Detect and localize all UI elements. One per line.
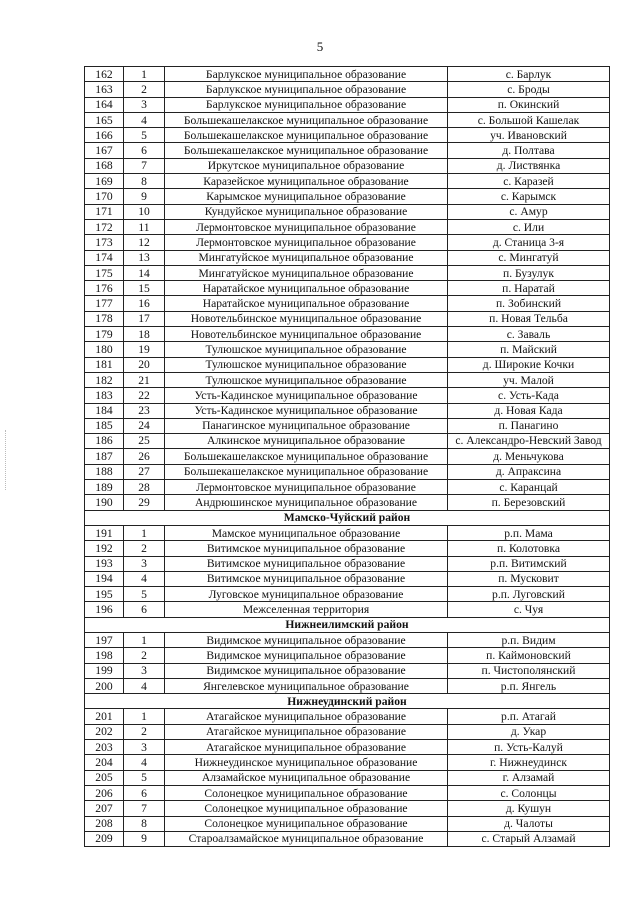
table-row: [85, 143, 610, 158]
row-number: 180: [85, 342, 124, 357]
row-number: 208: [85, 816, 124, 831]
settlement-name: п. Новая Тельба: [448, 311, 610, 326]
municipality-name: Барлукское муниципальное образование: [165, 67, 448, 82]
table-row: [85, 801, 610, 816]
settlement-name: с. Мингатуй: [448, 250, 610, 265]
row-number: 179: [85, 327, 124, 342]
row-sub-number: 1: [124, 709, 165, 724]
row-sub-number: 27: [124, 464, 165, 479]
row-sub-number: 25: [124, 434, 165, 449]
table-row: [85, 235, 610, 250]
row-sub-number: 4: [124, 571, 165, 586]
table-row: [85, 831, 610, 846]
row-number: 162: [85, 67, 124, 82]
row-number: 172: [85, 219, 124, 234]
table-row: [85, 632, 610, 647]
row-number: 187: [85, 449, 124, 464]
table-row: [85, 174, 610, 189]
table-row: [85, 449, 610, 464]
row-number: 175: [85, 265, 124, 280]
settlement-name: с. Большой Кашелак: [448, 112, 610, 127]
row-sub-number: 29: [124, 495, 165, 510]
table-row: [85, 525, 610, 540]
settlement-name: д. Новая Када: [448, 403, 610, 418]
row-sub-number: 15: [124, 281, 165, 296]
row-sub-number: 3: [124, 97, 165, 112]
row-number: 186: [85, 434, 124, 449]
row-number: 197: [85, 632, 124, 647]
row-number: 164: [85, 97, 124, 112]
row-number: 207: [85, 801, 124, 816]
row-number: 185: [85, 418, 124, 433]
row-number: 177: [85, 296, 124, 311]
row-number: 166: [85, 128, 124, 143]
district-title: Мамско-Чуйский район: [85, 510, 610, 525]
table-row: [85, 556, 610, 571]
table-row: [85, 755, 610, 770]
settlement-name: д. Кушун: [448, 801, 610, 816]
table-row: [85, 372, 610, 387]
municipality-name: Лермонтовское муниципальное образование: [165, 219, 448, 234]
table-row: [85, 602, 610, 617]
settlement-name: д. Укар: [448, 724, 610, 739]
municipality-name: Новотельбинское муниципальное образование: [165, 327, 448, 342]
settlement-name: п. Панагино: [448, 418, 610, 433]
row-number: 188: [85, 464, 124, 479]
settlement-name: д. Чалоты: [448, 816, 610, 831]
row-number: 191: [85, 525, 124, 540]
row-sub-number: 4: [124, 755, 165, 770]
row-sub-number: 9: [124, 831, 165, 846]
settlement-name: д. Станица 3-я: [448, 235, 610, 250]
row-sub-number: 16: [124, 296, 165, 311]
table-row: [85, 342, 610, 357]
row-number: 196: [85, 602, 124, 617]
municipality-name: Атагайское муниципальное образование: [165, 724, 448, 739]
row-number: 176: [85, 281, 124, 296]
settlement-name: с. Или: [448, 219, 610, 234]
table-row: [85, 648, 610, 663]
table-row: [85, 97, 610, 112]
row-number: 181: [85, 357, 124, 372]
row-sub-number: 6: [124, 143, 165, 158]
row-number: 209: [85, 831, 124, 846]
row-sub-number: 21: [124, 372, 165, 387]
row-number: 202: [85, 724, 124, 739]
municipality-name: Наратайское муниципальное образование: [165, 296, 448, 311]
table-row: [85, 724, 610, 739]
row-number: 201: [85, 709, 124, 724]
municipality-name: Видимское муниципальное образование: [165, 663, 448, 678]
row-number: 183: [85, 388, 124, 403]
settlement-name: п. Усть-Калуй: [448, 740, 610, 755]
row-sub-number: 5: [124, 587, 165, 602]
row-sub-number: 13: [124, 250, 165, 265]
municipality-name: Витимское муниципальное образование: [165, 571, 448, 586]
row-number: 174: [85, 250, 124, 265]
municipality-name: Каразейское муниципальное образование: [165, 174, 448, 189]
row-sub-number: 20: [124, 357, 165, 372]
table-row: [85, 770, 610, 785]
settlement-name: п. Зобинский: [448, 296, 610, 311]
row-number: 199: [85, 663, 124, 678]
row-number: 171: [85, 204, 124, 219]
municipality-name: Тулюшское муниципальное образование: [165, 342, 448, 357]
row-number: 206: [85, 785, 124, 800]
row-number: 198: [85, 648, 124, 663]
table-row: [85, 281, 610, 296]
row-sub-number: 6: [124, 785, 165, 800]
settlement-name: р.п. Мама: [448, 525, 610, 540]
settlement-name: д. Широкие Кочки: [448, 357, 610, 372]
row-number: 168: [85, 158, 124, 173]
municipality-name: Большекашелакское муниципальное образование: [165, 464, 448, 479]
table-row: [85, 785, 610, 800]
registry-body: [85, 67, 610, 847]
table-row: [85, 327, 610, 342]
row-number: 170: [85, 189, 124, 204]
row-sub-number: 7: [124, 801, 165, 816]
row-sub-number: 1: [124, 632, 165, 647]
row-sub-number: 3: [124, 663, 165, 678]
district-title: Нижнеилимский район: [85, 617, 610, 632]
municipality-name: Солонецкое муниципальное образование: [165, 801, 448, 816]
municipality-name: Андрюшинское муниципальное образование: [165, 495, 448, 510]
municipality-name: Новотельбинское муниципальное образование: [165, 311, 448, 326]
municipality-name: Большекашелакское муниципальное образование: [165, 128, 448, 143]
row-number: 204: [85, 755, 124, 770]
table-row: [85, 571, 610, 586]
settlement-name: с. Заваль: [448, 327, 610, 342]
settlement-name: с. Каранцай: [448, 480, 610, 495]
table-row: [85, 418, 610, 433]
municipality-name: Витимское муниципальное образование: [165, 541, 448, 556]
settlement-name: уч. Ивановский: [448, 128, 610, 143]
row-sub-number: 12: [124, 235, 165, 250]
municipality-name: Атагайское муниципальное образование: [165, 740, 448, 755]
row-sub-number: 2: [124, 541, 165, 556]
row-sub-number: 2: [124, 648, 165, 663]
table-row: [85, 265, 610, 280]
row-sub-number: 18: [124, 327, 165, 342]
table-row: [85, 678, 610, 693]
settlement-name: с. Александро-Невский Завод: [448, 434, 610, 449]
settlement-name: р.п. Атагай: [448, 709, 610, 724]
row-sub-number: 11: [124, 219, 165, 234]
table-row: [85, 587, 610, 602]
table-row: [85, 709, 610, 724]
settlement-name: р.п. Витимский: [448, 556, 610, 571]
settlement-name: с. Броды: [448, 82, 610, 97]
row-sub-number: 19: [124, 342, 165, 357]
row-sub-number: 5: [124, 128, 165, 143]
municipality-name: Усть-Кадинское муниципальное образование: [165, 388, 448, 403]
district-section-row: [85, 694, 610, 709]
settlement-name: п. Чистополянский: [448, 663, 610, 678]
row-sub-number: 4: [124, 112, 165, 127]
settlement-name: п. Каймоновский: [448, 648, 610, 663]
settlement-name: р.п. Видим: [448, 632, 610, 647]
row-sub-number: 22: [124, 388, 165, 403]
municipality-name: Мамское муниципальное образование: [165, 525, 448, 540]
row-sub-number: 17: [124, 311, 165, 326]
row-sub-number: 3: [124, 740, 165, 755]
municipality-name: Тулюшское муниципальное образование: [165, 372, 448, 387]
table-row: [85, 740, 610, 755]
municipality-name: Видимское муниципальное образование: [165, 648, 448, 663]
margin-mark: [5, 430, 8, 490]
table-row: [85, 67, 610, 82]
municipality-name: Видимское муниципальное образование: [165, 632, 448, 647]
row-number: 205: [85, 770, 124, 785]
settlement-name: г. Алзамай: [448, 770, 610, 785]
row-sub-number: 6: [124, 602, 165, 617]
row-number: 182: [85, 372, 124, 387]
settlement-name: уч. Малой: [448, 372, 610, 387]
district-section-row: [85, 510, 610, 525]
table-row: [85, 541, 610, 556]
municipality-name: Солонецкое муниципальное образование: [165, 785, 448, 800]
table-row: [85, 296, 610, 311]
row-sub-number: 8: [124, 816, 165, 831]
row-sub-number: 8: [124, 174, 165, 189]
row-sub-number: 2: [124, 82, 165, 97]
municipality-name: Староалзамайское муниципальное образование: [165, 831, 448, 846]
municipality-name: Большекашелакское муниципальное образование: [165, 449, 448, 464]
table-row: [85, 816, 610, 831]
table-row: [85, 357, 610, 372]
settlement-name: с. Старый Алзамай: [448, 831, 610, 846]
municipality-name: Солонецкое муниципальное образование: [165, 816, 448, 831]
row-number: 165: [85, 112, 124, 127]
row-number: 203: [85, 740, 124, 755]
table-row: [85, 495, 610, 510]
settlement-name: с. Карымск: [448, 189, 610, 204]
municipality-name: Панагинское муниципальное образование: [165, 418, 448, 433]
municipality-name: Нижнеудинское муниципальное образование: [165, 755, 448, 770]
municipality-name: Карымское муниципальное образование: [165, 189, 448, 204]
row-sub-number: 2: [124, 724, 165, 739]
row-number: 169: [85, 174, 124, 189]
table-row: [85, 189, 610, 204]
settlement-name: п. Майский: [448, 342, 610, 357]
municipality-name: Лермонтовское муниципальное образование: [165, 480, 448, 495]
settlement-name: п. Окинский: [448, 97, 610, 112]
row-number: 167: [85, 143, 124, 158]
row-number: 193: [85, 556, 124, 571]
settlement-name: с. Барлук: [448, 67, 610, 82]
table-row: [85, 403, 610, 418]
municipality-name: Барлукское муниципальное образование: [165, 97, 448, 112]
municipality-name: Большекашелакское муниципальное образование: [165, 143, 448, 158]
row-number: 192: [85, 541, 124, 556]
table-row: [85, 112, 610, 127]
row-sub-number: 7: [124, 158, 165, 173]
municipality-name: Межселенная территория: [165, 602, 448, 617]
settlement-name: п. Наратай: [448, 281, 610, 296]
settlement-name: п. Бузулук: [448, 265, 610, 280]
table-row: [85, 464, 610, 479]
municipality-name: Алкинское муниципальное образование: [165, 434, 448, 449]
row-sub-number: 28: [124, 480, 165, 495]
municipality-name: Большекашелакское муниципальное образование: [165, 112, 448, 127]
settlement-name: с. Каразей: [448, 174, 610, 189]
municipality-name: Тулюшское муниципальное образование: [165, 357, 448, 372]
settlement-name: г. Нижнеудинск: [448, 755, 610, 770]
row-number: 178: [85, 311, 124, 326]
row-number: 194: [85, 571, 124, 586]
municipality-name: Мингатуйское муниципальное образование: [165, 250, 448, 265]
settlement-name: р.п. Янгель: [448, 678, 610, 693]
row-number: 173: [85, 235, 124, 250]
district-section-row: [85, 617, 610, 632]
row-number: 163: [85, 82, 124, 97]
settlement-name: р.п. Луговский: [448, 587, 610, 602]
municipality-name: Витимское муниципальное образование: [165, 556, 448, 571]
settlement-name: с. Чуя: [448, 602, 610, 617]
settlement-name: п. Колотовка: [448, 541, 610, 556]
settlement-name: п. Мусковит: [448, 571, 610, 586]
table-row: [85, 219, 610, 234]
settlement-name: с. Амур: [448, 204, 610, 219]
row-number: 184: [85, 403, 124, 418]
row-number: 195: [85, 587, 124, 602]
registry-table: [84, 66, 610, 847]
row-sub-number: 23: [124, 403, 165, 418]
table-row: [85, 388, 610, 403]
page-number: 5: [316, 39, 324, 54]
table-row: [85, 128, 610, 143]
row-number: 189: [85, 480, 124, 495]
settlement-name: д. Листвянка: [448, 158, 610, 173]
municipality-name: Янгелевское муниципальное образование: [165, 678, 448, 693]
municipality-name: Алзамайское муниципальное образование: [165, 770, 448, 785]
municipality-name: Усть-Кадинское муниципальное образование: [165, 403, 448, 418]
table-row: [85, 311, 610, 326]
table-row: [85, 158, 610, 173]
row-sub-number: 9: [124, 189, 165, 204]
municipality-name: Мингатуйское муниципальное образование: [165, 265, 448, 280]
row-number: 200: [85, 678, 124, 693]
row-sub-number: 24: [124, 418, 165, 433]
row-sub-number: 10: [124, 204, 165, 219]
table-row: [85, 82, 610, 97]
settlement-name: с. Усть-Када: [448, 388, 610, 403]
municipality-name: Барлукское муниципальное образование: [165, 82, 448, 97]
row-sub-number: 14: [124, 265, 165, 280]
row-sub-number: 4: [124, 678, 165, 693]
table-row: [85, 250, 610, 265]
municipality-name: Лермонтовское муниципальное образование: [165, 235, 448, 250]
municipality-name: Кундуйское муниципальное образование: [165, 204, 448, 219]
row-sub-number: 1: [124, 67, 165, 82]
row-number: 190: [85, 495, 124, 510]
settlement-name: д. Апраксина: [448, 464, 610, 479]
row-sub-number: 26: [124, 449, 165, 464]
row-sub-number: 5: [124, 770, 165, 785]
district-title: Нижнеудинский район: [85, 694, 610, 709]
row-sub-number: 3: [124, 556, 165, 571]
row-sub-number: 1: [124, 525, 165, 540]
settlement-name: д. Меньчукова: [448, 449, 610, 464]
settlement-name: д. Полтава: [448, 143, 610, 158]
settlement-name: с. Солонцы: [448, 785, 610, 800]
municipality-name: Атагайское муниципальное образование: [165, 709, 448, 724]
municipality-name: Иркутское муниципальное образование: [165, 158, 448, 173]
table-row: [85, 434, 610, 449]
municipality-name: Луговское муниципальное образование: [165, 587, 448, 602]
table-row: [85, 663, 610, 678]
municipality-name: Наратайское муниципальное образование: [165, 281, 448, 296]
settlement-name: п. Березовский: [448, 495, 610, 510]
table-row: [85, 480, 610, 495]
table-row: [85, 204, 610, 219]
